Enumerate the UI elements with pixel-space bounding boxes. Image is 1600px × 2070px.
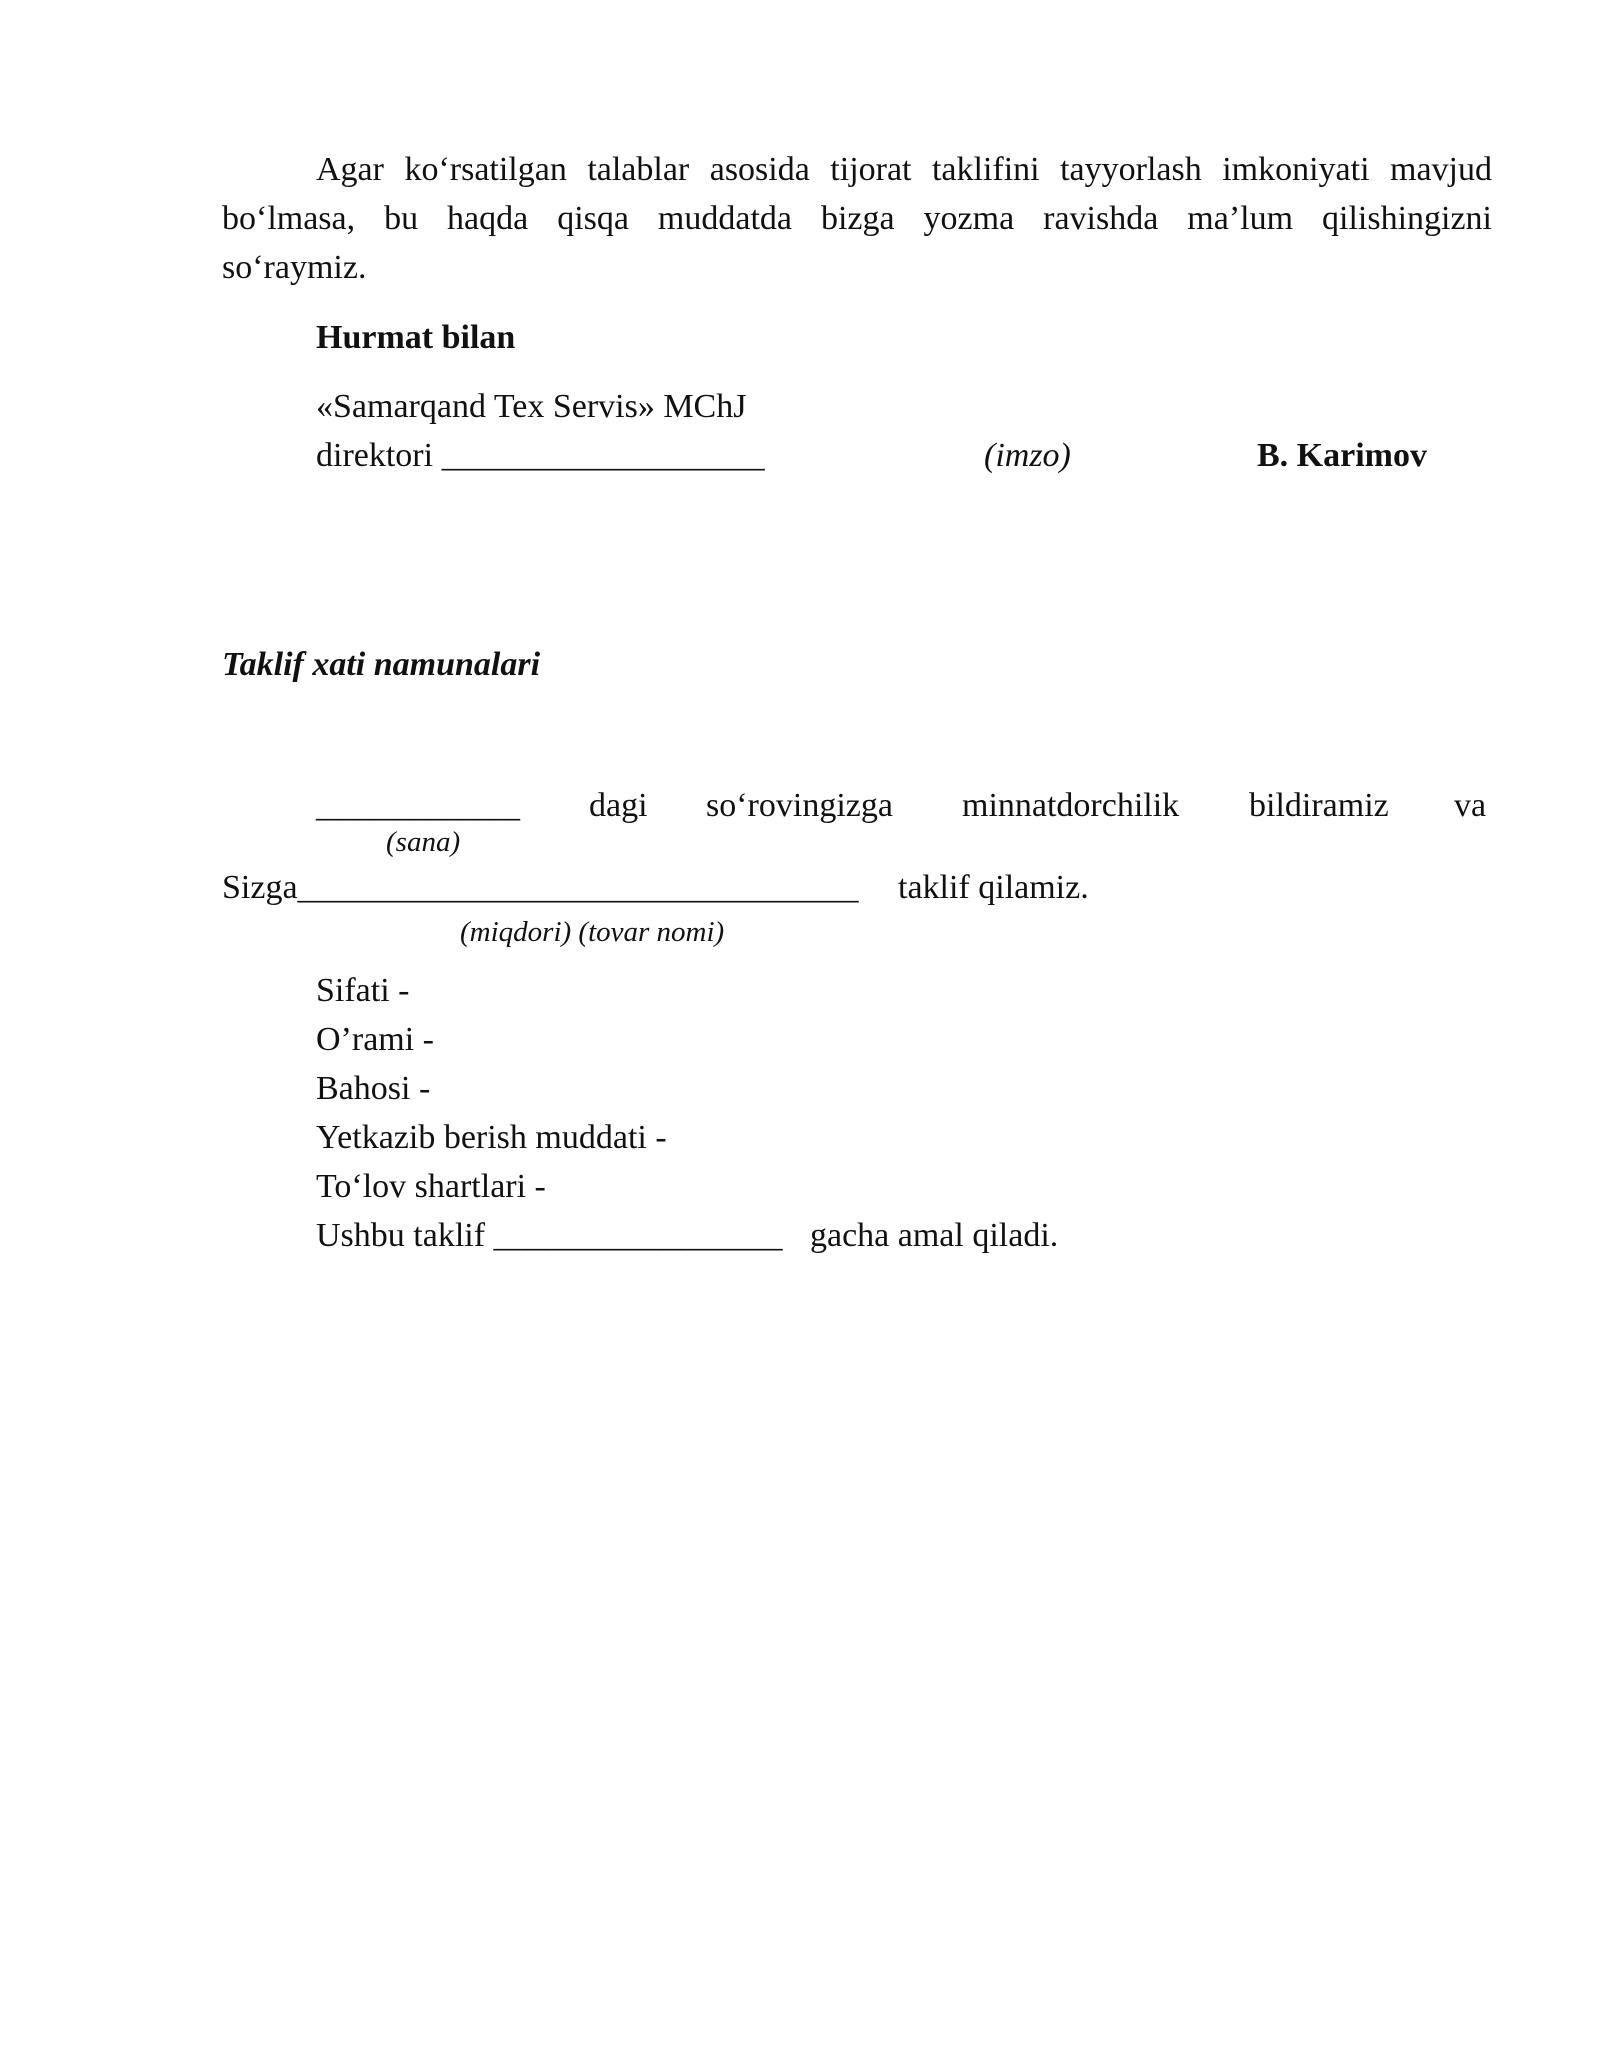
section-title: Taklif xati namunalari	[222, 646, 541, 683]
signature-label: (imzo)	[984, 437, 1071, 474]
position-signature-line: direktori ___________________	[316, 437, 765, 474]
offer-phrase: taklif qilamiz.	[898, 869, 1089, 906]
paragraph-line-2: bo‘lmasa, bu haqda qisqa muddatda bizga yozma ravishda ma’lum qilishingizni	[222, 200, 1492, 237]
goods-hint: (miqdori) (tovar nomi)	[460, 916, 725, 948]
company-name: «Samarqand Tex Servis» MChJ	[316, 388, 747, 425]
term-delivery: Yetkazib berish muddati -	[316, 1119, 667, 1156]
paragraph-line-1-justified: Agar ko‘rsatilgan talablar asosida tijorat taklifini tayyorlash imkoniyati mavjud	[316, 151, 1492, 188]
validity-blank-line: Ushbu taklif _________________	[316, 1217, 783, 1254]
term-quality: Sifati -	[316, 972, 410, 1009]
validity-phrase: gacha amal qiladi.	[810, 1217, 1059, 1254]
signatory-name: B. Karimov	[1257, 437, 1427, 474]
word-minnatdorchilik: minnatdorchilik	[962, 787, 1180, 824]
paragraph-line-3: so‘raymiz.	[222, 249, 367, 286]
word-bildiramiz: bildiramiz	[1249, 787, 1389, 824]
date-hint: (sana)	[386, 826, 461, 858]
term-price: Bahosi -	[316, 1070, 431, 1107]
closing-greeting: Hurmat bilan	[316, 319, 516, 356]
term-payment: To‘lov shartlari -	[316, 1168, 546, 1205]
word-sorovingizga: so‘rovingizga	[706, 787, 893, 824]
goods-blank-line: Sizga_________________________________	[222, 869, 859, 906]
word-va: va	[1454, 787, 1487, 824]
term-packaging: O’rami -	[316, 1021, 435, 1058]
word-dagi: dagi	[589, 787, 648, 824]
date-blank: ____________	[316, 787, 520, 824]
